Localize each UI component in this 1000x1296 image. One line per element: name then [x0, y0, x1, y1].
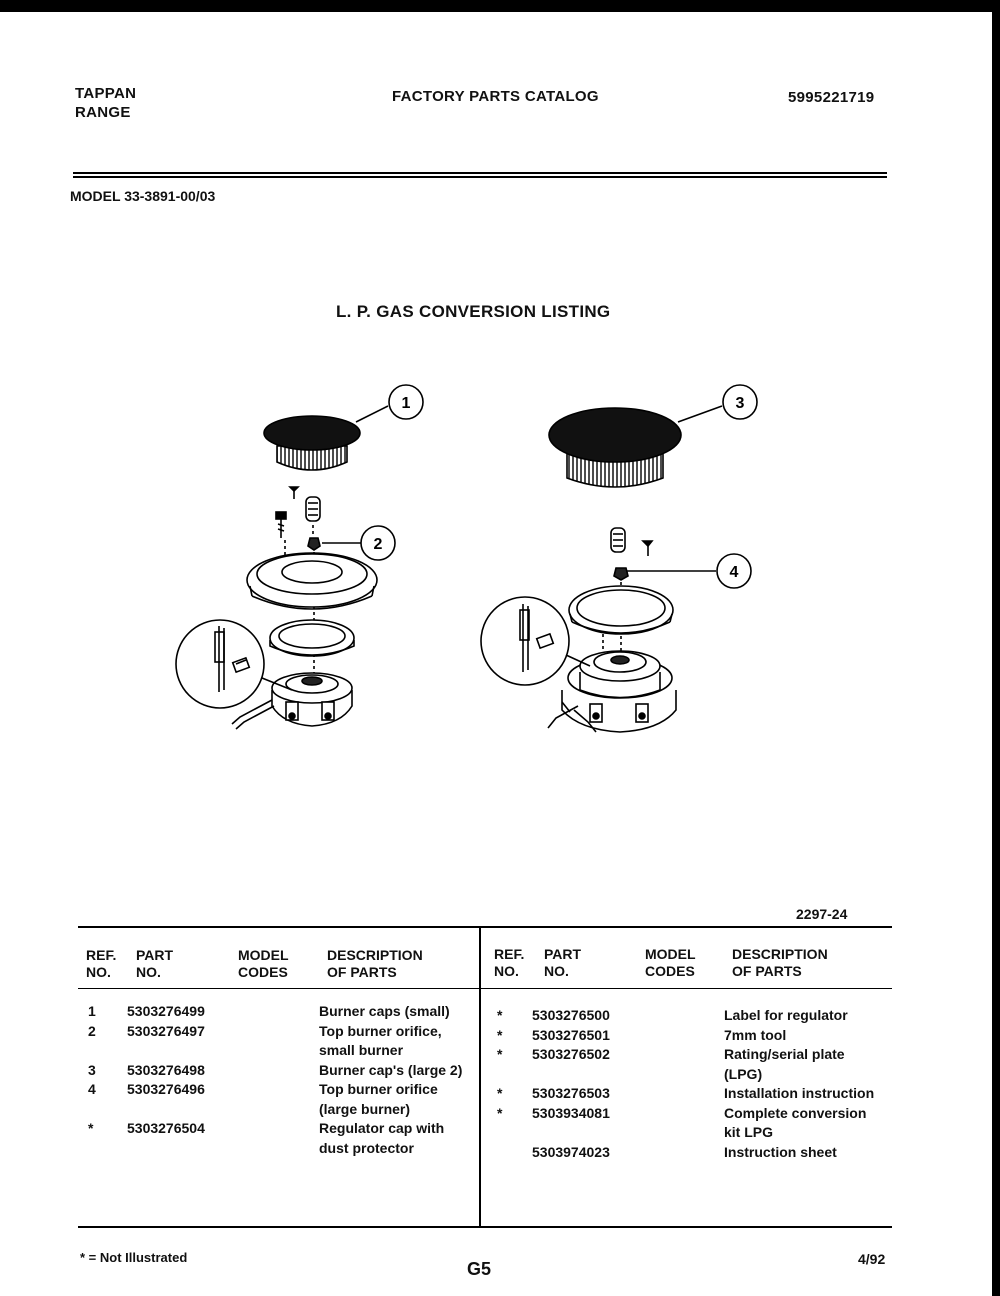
- table-cell-desc: Installation instruction: [724, 1085, 875, 1101]
- table-cell-part: 5303276502: [532, 1046, 610, 1062]
- table-cell-desc: kit LPG: [724, 1124, 774, 1140]
- small-burner-orifice: [308, 538, 320, 550]
- header-part-line1: PART: [136, 947, 174, 963]
- table-cell-part: 5303276501: [532, 1026, 610, 1043]
- table-cell-part: 5303276497: [127, 1022, 205, 1039]
- table-cell-desc: Burner caps (small): [319, 1003, 450, 1019]
- small-burner-assembly: [176, 385, 423, 729]
- table-cell-desc: (large burner): [319, 1100, 411, 1117]
- model-label: MODEL 33-3891-00/03: [70, 188, 216, 204]
- section-title: L. P. GAS CONVERSION LISTING: [336, 302, 611, 321]
- table-cell-ref: *: [497, 1026, 503, 1043]
- table-column-divider: [479, 926, 481, 1228]
- header-part-line2: NO.: [136, 964, 161, 980]
- callout-2-label: 2: [373, 536, 383, 553]
- table-cell-ref: 1: [88, 1003, 96, 1019]
- table-cell-desc: small burner: [319, 1042, 404, 1058]
- small-burner-cap: [264, 416, 360, 470]
- callout-3: [678, 385, 757, 422]
- table-rule-header: [78, 988, 892, 989]
- table-cell-desc: Top burner orifice,: [319, 1022, 442, 1039]
- table-cell-ref: 4: [88, 1081, 96, 1097]
- large-burner-cap: [549, 408, 681, 487]
- large-burner-orifice: [614, 568, 628, 580]
- burner-base: [548, 651, 676, 732]
- header-description: [327, 947, 423, 981]
- mounting-screw: [290, 487, 298, 499]
- header-ref-line1: REF.: [86, 947, 117, 963]
- table-cell-desc: dust protector: [319, 1139, 414, 1156]
- left-ref-column: [88, 1002, 96, 1139]
- table-cell-ref: *: [497, 1046, 503, 1062]
- header-ref-line1: REF.: [494, 946, 525, 962]
- table-cell-part: 5303276500: [532, 1007, 610, 1023]
- table-cell-part: 5303934081: [532, 1104, 610, 1121]
- figure-number: 2297-24: [796, 906, 848, 922]
- table-cell-part: 5303276503: [532, 1085, 610, 1101]
- burner-gasket-ring: [270, 620, 354, 656]
- right-part-column: [532, 1006, 610, 1162]
- table-cell-desc: Complete conversion: [724, 1104, 867, 1121]
- table-cell-part: 5303276504: [127, 1120, 205, 1136]
- table-cell-desc: Top burner orifice: [319, 1081, 438, 1097]
- header-model-codes-right: [645, 946, 696, 980]
- brand-line-1: TAPPAN: [75, 85, 137, 102]
- header-model-line2: CODES: [238, 964, 288, 980]
- header-ref-line2: NO.: [86, 964, 111, 980]
- large-burner-assembly: [481, 385, 757, 732]
- mounting-screw: [276, 512, 286, 538]
- header-ref-no: [86, 947, 116, 981]
- burner-flange-plate: [569, 586, 673, 634]
- burner-flange-plate: [247, 553, 377, 609]
- table-cell-part: 5303276499: [127, 1003, 205, 1019]
- table-rule-top: [78, 926, 892, 928]
- header-description-right: [732, 946, 828, 980]
- table-cell-part: 5303276498: [127, 1061, 205, 1078]
- header-desc-line2: OF PARTS: [732, 963, 802, 979]
- table-cell-part: 5303974023: [532, 1143, 610, 1160]
- header-model-line1: MODEL: [238, 947, 289, 963]
- revision-date: 4/92: [858, 1251, 886, 1267]
- table-cell-desc: Rating/serial plate: [724, 1046, 845, 1062]
- header-ref-line2: NO.: [494, 963, 519, 979]
- right-ref-column: [497, 1006, 502, 1123]
- table-cell-desc: Burner cap's (large 2): [319, 1061, 463, 1078]
- callout-3-label: 3: [735, 395, 745, 412]
- header-model-line2: CODES: [645, 963, 695, 979]
- header-part-line2: NO.: [544, 963, 569, 979]
- orifice-spring: [306, 497, 320, 521]
- table-rule-bottom: [78, 1226, 892, 1228]
- orifice-spring: [611, 528, 625, 552]
- table-cell-desc: Label for regulator: [724, 1007, 848, 1023]
- catalog-number: 5995221719: [788, 89, 875, 106]
- table-cell-desc: (LPG): [724, 1065, 763, 1082]
- callout-1-label: 1: [401, 395, 411, 412]
- left-description-column: [319, 1002, 462, 1158]
- table-cell-ref: *: [497, 1007, 503, 1023]
- callout-1: [356, 385, 423, 422]
- table-cell-ref: 2: [88, 1022, 96, 1039]
- header-ref-no-right: [494, 946, 524, 980]
- brand-line-2: RANGE: [75, 104, 131, 121]
- table-cell-ref: *: [88, 1120, 94, 1136]
- header-part-no-right: [544, 946, 581, 980]
- page-number: G5: [467, 1259, 492, 1279]
- header-model-codes: [238, 947, 289, 981]
- table-cell-desc: Instruction sheet: [724, 1143, 837, 1160]
- table-cell-ref: *: [497, 1085, 503, 1101]
- callout-4-label: 4: [729, 564, 739, 581]
- right-description-column: [724, 1006, 874, 1162]
- header-model-line1: MODEL: [645, 946, 696, 962]
- not-illustrated-note: * = Not Illustrated: [80, 1250, 188, 1265]
- header-desc-line1: DESCRIPTION: [732, 946, 828, 962]
- table-cell-desc: 7mm tool: [724, 1026, 787, 1043]
- left-part-column: [127, 1002, 205, 1139]
- header-desc-line1: DESCRIPTION: [327, 947, 423, 963]
- catalog-title: FACTORY PARTS CATALOG: [392, 88, 599, 105]
- table-cell-part: 5303276496: [127, 1081, 205, 1097]
- header-part-line1: PART: [544, 946, 582, 962]
- header-part-no: [136, 947, 173, 981]
- mounting-screw: [643, 541, 652, 556]
- table-cell-ref: *: [497, 1104, 503, 1121]
- table-cell-desc: Regulator cap with: [319, 1120, 445, 1136]
- header-desc-line2: OF PARTS: [327, 964, 397, 980]
- table-cell-ref: 3: [88, 1061, 96, 1078]
